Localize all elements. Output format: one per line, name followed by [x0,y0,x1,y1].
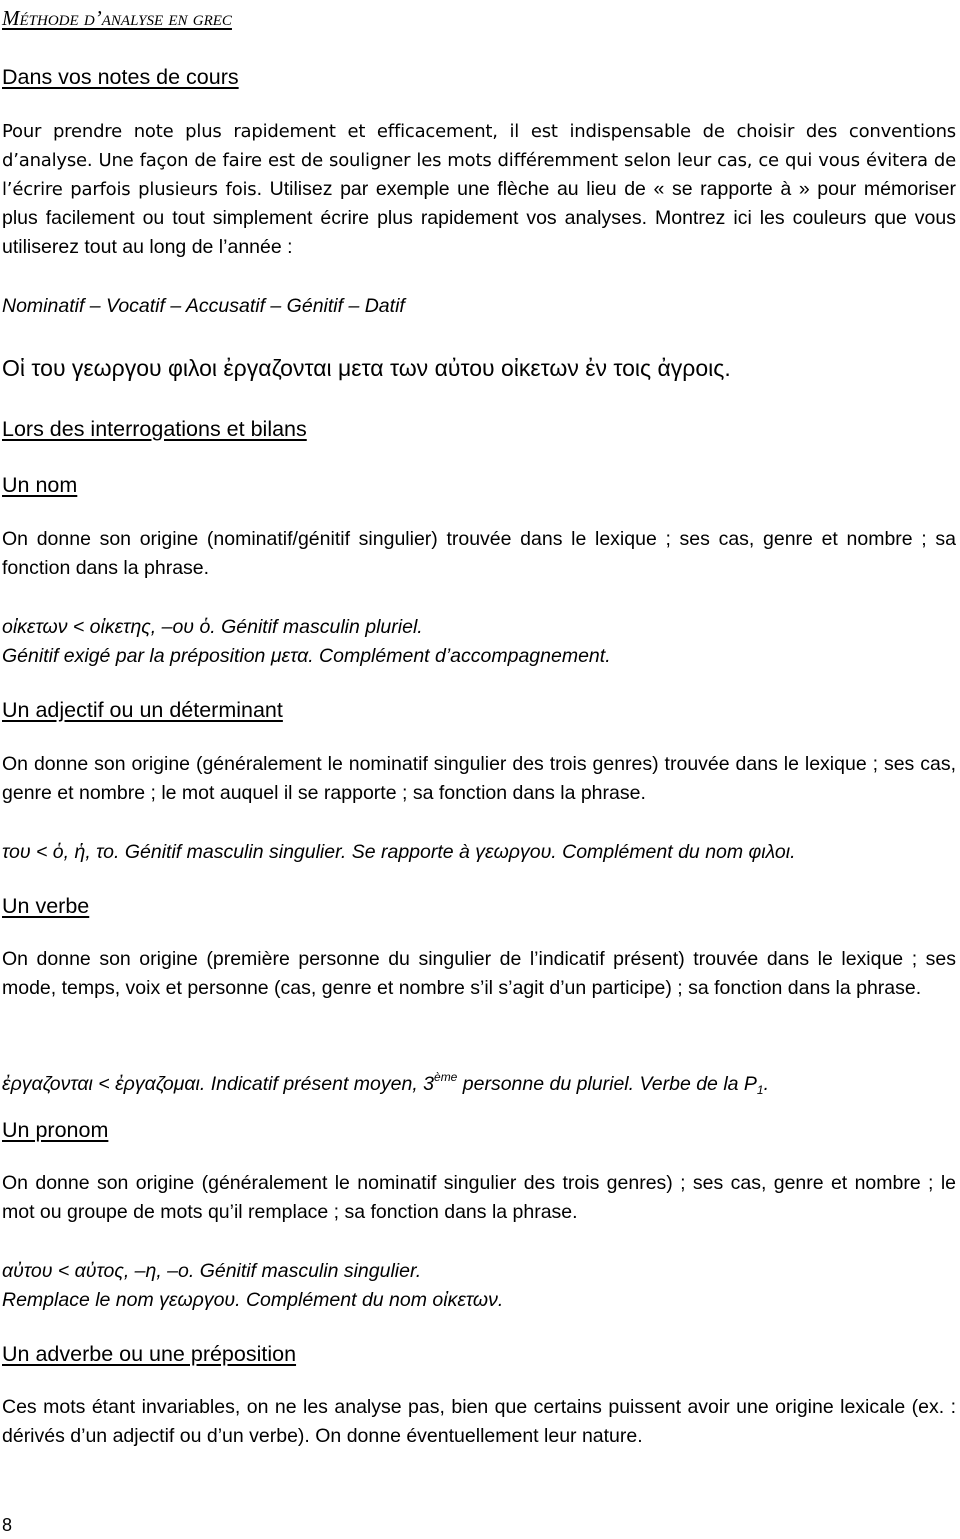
noun-description: On donne son origine (nominatif/génitif singulier) trouvée dans le lexique ; ses cas, genre et nombre ; sa fonction dans la phrase. [2,528,956,579]
subheading-adjective: Un adjectif ou un déterminant [2,698,283,722]
subheading-pronoun: Un pronom [2,1118,109,1142]
section-heading-interrogations: Lors des interrogations et bilans [2,417,307,441]
verb-example [2,1063,956,1105]
verb-example-c: . [763,1073,770,1095]
subheading-verb: Un verbe [2,894,90,918]
page-title: Méthode d’analyse en grec [2,6,232,30]
verb-example-b: personne du pluriel. Verbe de la P [457,1073,757,1095]
greek-example-sentence: Οἱ του γεωργου φιλοι ἐργαζονται μετα των αὐτου οἰκετων ἐν τοις ἀγροις. [2,355,731,381]
notes-paragraph [2,117,956,262]
verb-example-subscript: 1 [756,1083,764,1097]
case-list: Nominatif – Vocatif – Accusatif – Génitif – Datif [2,295,405,317]
notes-paragraph-part1: Pour prendre note plus rapidement et efficacement, il est indispensable de choisir des conventions d’analyse. Une façon de faire est de souligner les mots différemment selon leur cas, ce qui vous évitera de l’écrire parfois plusieurs fois. [2,121,956,200]
adverb-description: Ces mots étant invariables, on ne les analyse pas, bien que certains puissent avoir une origine lexicale (ex. : dérivés d’un adjectif ou d’un verbe). On donne éventuellement leur nature. [2,1396,956,1447]
section-heading-notes: Dans vos notes de cours [2,65,239,89]
noun-example-line2: Génitif exigé par la préposition μετα. Complément d’accompagnement. [2,645,611,667]
adjective-example: του < ὁ, ἡ, το. Génitif masculin singulier. Se rapporte à γεωργου. Complément du nom φιλοι. [2,841,796,863]
verb-description: On donne son origine (première personne du singulier de l’indicatif présent) trouvée dans le lexique ; ses mode, temps, voix et personne (cas, genre et nombre s’il s’agit d’un participe) ; sa fonction dans la phrase. [2,948,956,999]
verb-example-a: ἐργαζονται < ἐργαζομαι. Indicatif présent moyen, 3 [2,1073,435,1095]
subheading-noun: Un nom [2,473,78,497]
noun-example-line1: οἰκετων < οἰκετης, –ου ὁ. Génitif masculin pluriel. [2,616,423,638]
pronoun-description: On donne son origine (généralement le nominatif singulier des trois genres) ; ses cas, genre et nombre ; le mot ou groupe de mots qu’il remplace ; sa fonction dans la phrase. [2,1172,956,1223]
verb-example-superscript: ème [434,1070,458,1084]
page-number: 8 [2,1515,13,1535]
pronoun-example-line1: αὐτου < αὐτος, –η, –ο. Génitif masculin singulier. [2,1260,422,1282]
pronoun-example-line2: Remplace le nom γεωργου. Complément du nom οἰκετων. [2,1289,504,1311]
subheading-adverb: Un adverbe ou une préposition [2,1342,297,1366]
adjective-description: On donne son origine (généralement le nominatif singulier des trois genres) trouvée dans le lexique ; ses cas, genre et nombre ; le mot auquel il se rapporte ; sa fonction dans la phrase. [2,753,956,804]
notes-paragraph-part2: Utilisez par exemple une flèche au lieu de « se rapporte à » pour mémoriser plus facilement ou tout simplement écrire plus rapidement vos analyses. Montrez ici les couleurs que vous utiliserez tout au long de l’année : [2,178,956,258]
